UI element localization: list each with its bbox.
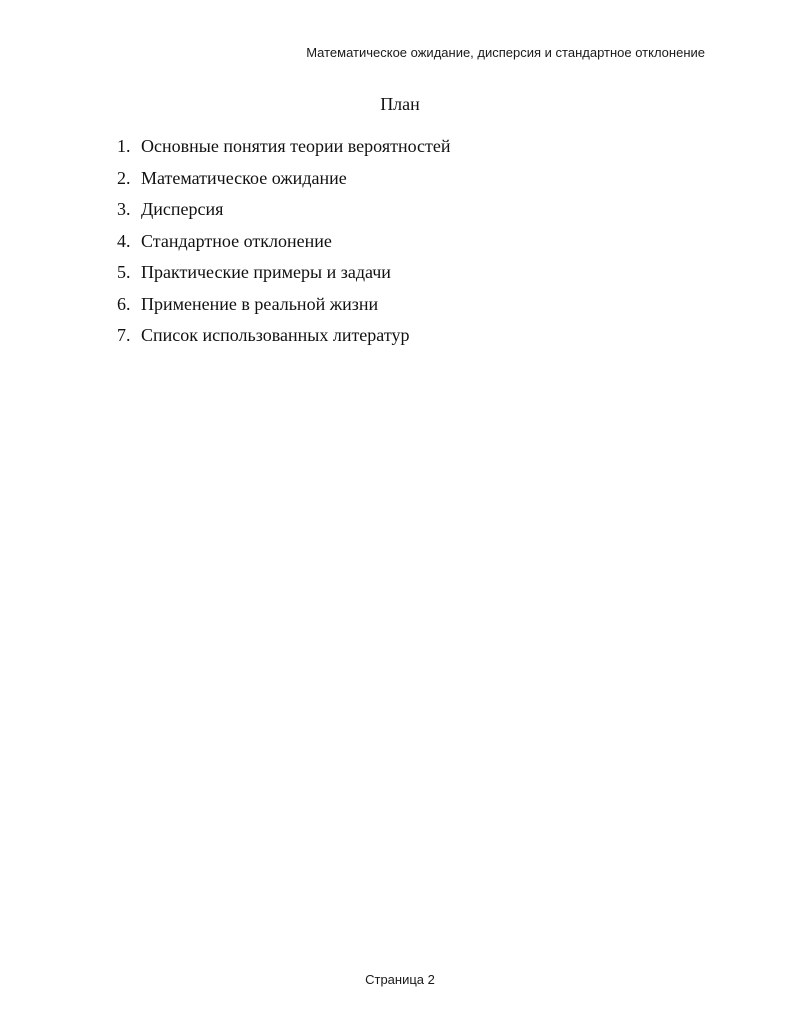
plan-item-1	[117, 133, 451, 165]
page-header: Математическое ожидание, дисперсия и стандартное отклонение	[306, 45, 705, 60]
plan-item-5	[117, 259, 451, 291]
plan-item-6	[117, 291, 451, 323]
plan-item-number: 4.	[117, 230, 131, 251]
plan-item-text: Дисперсия	[141, 199, 224, 219]
plan-item-3	[117, 196, 451, 228]
plan-item-2	[117, 165, 451, 197]
plan-item-number: 2.	[117, 167, 131, 188]
plan-item-number: 6.	[117, 293, 131, 314]
plan-item-text: Математическое ожидание	[141, 167, 347, 188]
plan-item-number: 1.	[117, 136, 131, 156]
plan-title: План	[380, 94, 420, 114]
plan-item-number: 3.	[117, 199, 131, 219]
plan-item-number: 7.	[117, 325, 131, 345]
plan-item-text: Применение в реальной жизни	[141, 293, 379, 314]
plan-list	[117, 133, 451, 354]
plan-item-number: 5.	[117, 262, 131, 282]
plan-item-text: Список использованных литератур	[141, 325, 410, 345]
page-footer: Страница 2	[365, 972, 435, 987]
plan-item-4	[117, 228, 451, 260]
plan-item-text: Стандартное отклонение	[141, 230, 332, 251]
plan-item-text: Основные понятия теории вероятностей	[141, 136, 451, 156]
plan-item-7	[117, 322, 451, 354]
plan-item-text: Практические примеры и задачи	[141, 262, 391, 282]
